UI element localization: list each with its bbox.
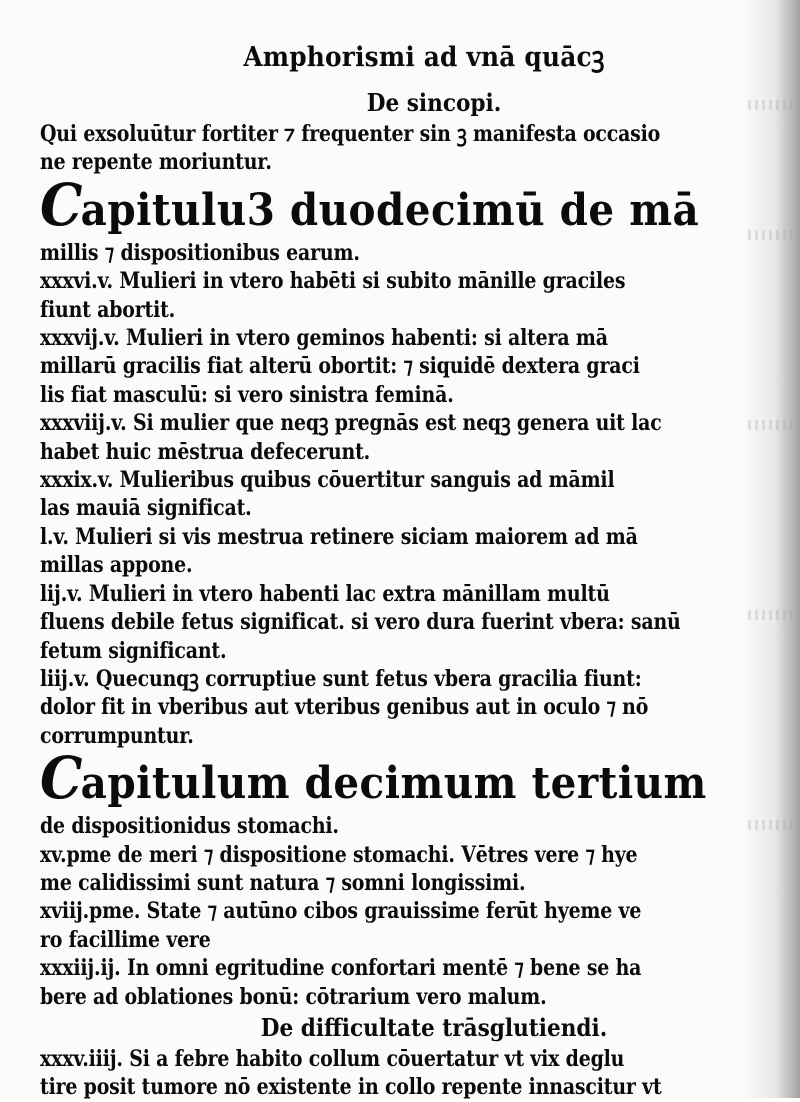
chapter-heading [40,170,700,239]
chapter-heading [40,744,707,813]
text-line: dolor fit in vberibus aut vteribus genibus aut in oculo ⁊ nō [40,694,649,721]
chapter-heading-text: apitulum decimum tertium [80,758,707,810]
text-line: xxxvi.v. Mulieri in vtero habēti si subito mānille graciles [40,268,626,295]
text-line: xxxiij.ij. In omni egritudine confortari mentē ⁊ bene se ha [40,955,642,982]
chapter-initial: C [40,170,81,239]
show-through-mark [748,230,792,240]
text-line: xxxix.v. Mulieribus quibus cōuertitur sanguis ad māmil [40,467,615,494]
section-subhead: De sincopi. [366,88,502,117]
text-line: fiunt abortit. [40,296,176,323]
text-line: liij.v. Quecunqꝫ corruptiue sunt fetus vbera gracilia fiunt: [40,665,642,692]
text-line: lij.v. Mulieri in vtero habenti lac extra mānillam multū [40,580,610,607]
text-line: xxxviij.v. Si mulier que neqꝫ pregnās est neqꝫ genera uit lac [40,410,662,437]
chapter-initial: C [40,744,81,813]
text-line: fetum significant. [40,637,227,664]
text-line: ne repente moriuntur. [40,149,272,176]
text-line: millarū gracilis fiat alterū obortit: ⁊ siquidē dextera graci [40,353,640,380]
section-subhead: De difficultate trāsglutiendi. [260,1012,608,1042]
page-edge-shadow [742,0,800,1098]
text-line: lis fiat masculū: si vero sinistra feminā. [40,381,454,408]
running-head: Amphorismi ad vnā quācꝫ [243,42,605,73]
text-line: xxxvij.v. Mulieri in vtero geminos habenti: si altera mā [40,325,608,352]
show-through-mark [748,820,792,830]
printed-text-block [40,30,748,1102]
show-through-mark [748,610,792,620]
paragraph [40,1045,748,1102]
text-line: bere ad oblationes bonū: cōtrarium vero malum. [40,983,547,1010]
text-line: fluens debile fetus significat. si vero dura fuerint vbera: sanū [40,609,681,636]
paragraph [40,239,748,750]
text-line: xxxv.iiij. Si a febre habito collum cōuertatur vt vix deglu [40,1045,625,1072]
paragraph [40,120,748,177]
text-line: habet huic mēstrua defecerunt. [40,438,371,465]
text-line: corrumpuntur. [40,722,194,749]
chapter-heading-text: apitulu3 duodecimū de mā [80,184,700,236]
text-line: de dispositionidus stomachi. [40,813,339,840]
text-line: Qui exsoluūtur fortiter ⁊ frequenter sin ꝫ manifesta occasio [40,121,661,147]
text-line: l.v. Mulieri si vis mestrua retinere siciam maiorem ad mā [40,523,638,550]
text-line: las mauiā significat. [40,495,252,522]
text-line: me calidissimi sunt natura ⁊ somni longissimi. [40,869,526,896]
show-through-mark [748,420,792,430]
text-line: millas appone. [40,552,193,579]
text-line: ro facillime vere [40,926,211,953]
text-line: xviij.pme. State ⁊ autūno cibos grauissime ferūt hyeme ve [40,898,642,925]
paragraph [40,812,748,1011]
text-line: millis ⁊ dispositionibus earum. [40,239,360,266]
show-through-mark [748,100,792,110]
text-line: tire posit tumore nō existente in collo repente innascitur vt [40,1074,662,1101]
text-line: xv.pme de meri ⁊ dispositione stomachi. Vētres vere ⁊ hye [40,841,638,868]
